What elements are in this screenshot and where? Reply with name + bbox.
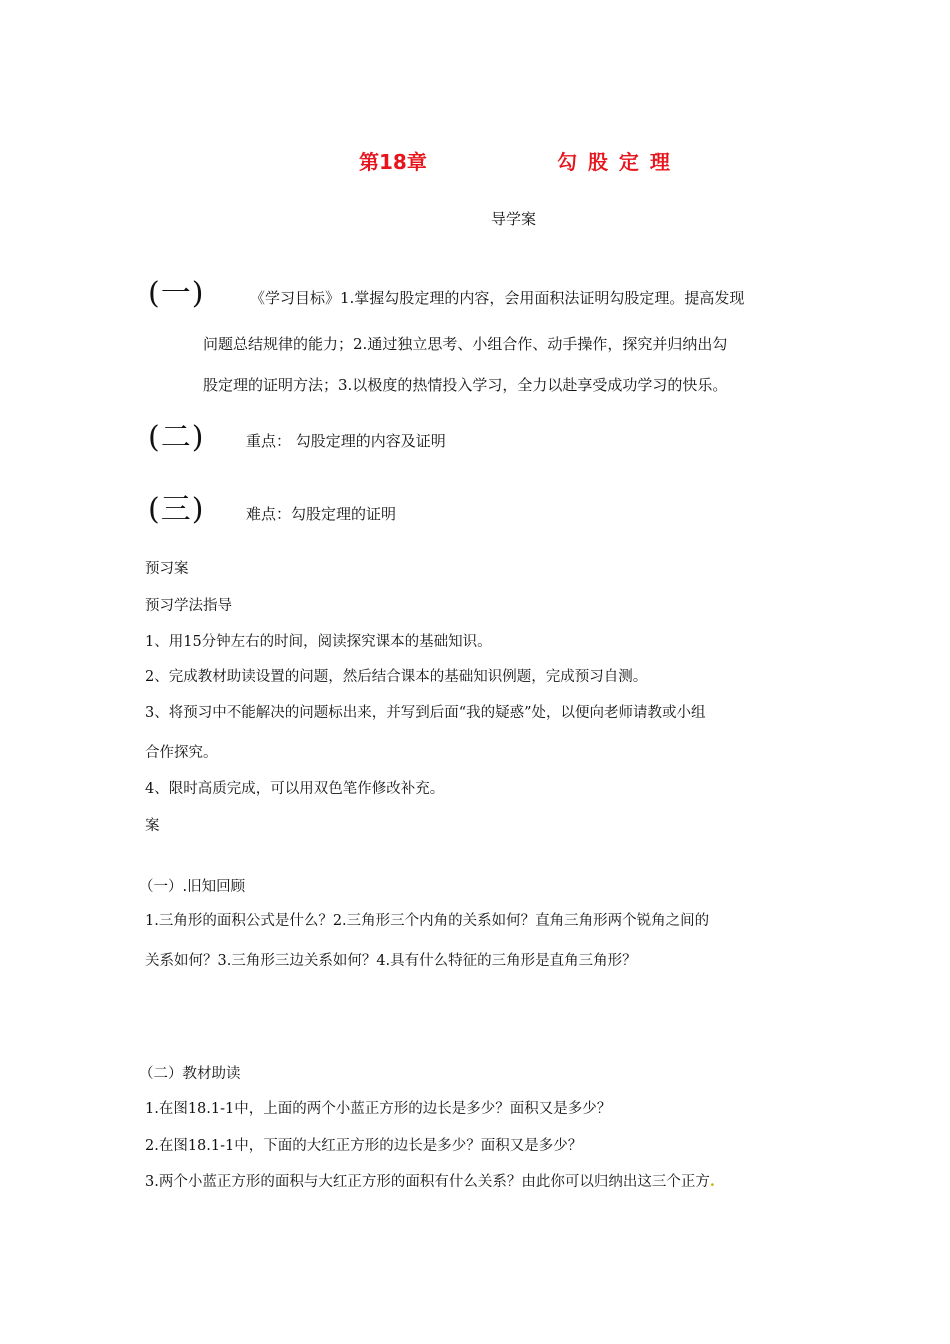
review-line-2: 关系如何？3.三角形三边关系如何？4.具有什么特征的三角形是直角三角形？ (145, 953, 637, 969)
reading-line-1: 1.在图18.1-1中，上面的两个小蓝正方形的边长是多少？面积又是多少？ (145, 1101, 612, 1117)
objectives-line-1: 《学习目标》1.掌握勾股定理的内容，会用面积法证明勾股定理。提高发现 (250, 289, 745, 307)
reading-line-2: 2.在图18.1-1中，下面的大红正方形的边长是多少？面积又是多少？ (145, 1138, 583, 1154)
document-subtitle: 导学案 (491, 210, 537, 228)
preview-step-3-cont: 合作探究。 (145, 745, 218, 761)
case-label: 案 (145, 818, 160, 834)
reading-line-3 (145, 1170, 715, 1191)
preview-guide-heading: 预习学法指导 (145, 598, 232, 614)
review-heading: （一）.旧知回顾 (139, 879, 246, 895)
objectives-line-3: 股定理的证明方法；3.以极度的热情投入学习，全力以赴享受成功学习的快乐。 (203, 376, 728, 394)
chapter-number: 第18章 (359, 150, 427, 174)
difficult-point: 难点：勾股定理的证明 (246, 505, 397, 523)
document-title: 勾 股 定 理 (557, 150, 672, 174)
preview-step-1: 1、用15分钟左右的时间，阅读探究课本的基础知识。 (145, 634, 492, 650)
section-number-1: (一) (148, 276, 205, 311)
review-line-1: 1.三角形的面积公式是什么？2.三角形三个内角的关系如何？直角三角形两个锐角之间的 (145, 913, 710, 929)
preview-step-4: 4、限时高质完成，可以用双色笔作修改补充。 (145, 781, 445, 797)
reading-line-3-text: 3.两个小蓝正方形的面积与大红正方形的面积有什么关系？由此你可以归纳出这三个正方 (145, 1174, 710, 1190)
section-number-2: (二) (148, 420, 205, 455)
section-number-3: (三) (148, 492, 205, 527)
objectives-line-2: 问题总结规律的能力；2.通过独立思考、小组合作、动手操作，探究并归纳出勾 (203, 335, 728, 353)
trailing-dot: . (709, 1173, 715, 1190)
preview-heading: 预习案 (145, 561, 189, 577)
reading-heading: （二）教材助读 (139, 1066, 241, 1082)
preview-step-2: 2、完成教材助读设置的问题，然后结合课本的基础知识例题，完成预习自测。 (145, 669, 648, 685)
preview-step-3: 3、将预习中不能解决的问题标出来，并写到后面“我的疑惑”处，以便向老师请教或小组 (145, 705, 706, 721)
key-point: 重点： 勾股定理的内容及证明 (246, 432, 446, 450)
